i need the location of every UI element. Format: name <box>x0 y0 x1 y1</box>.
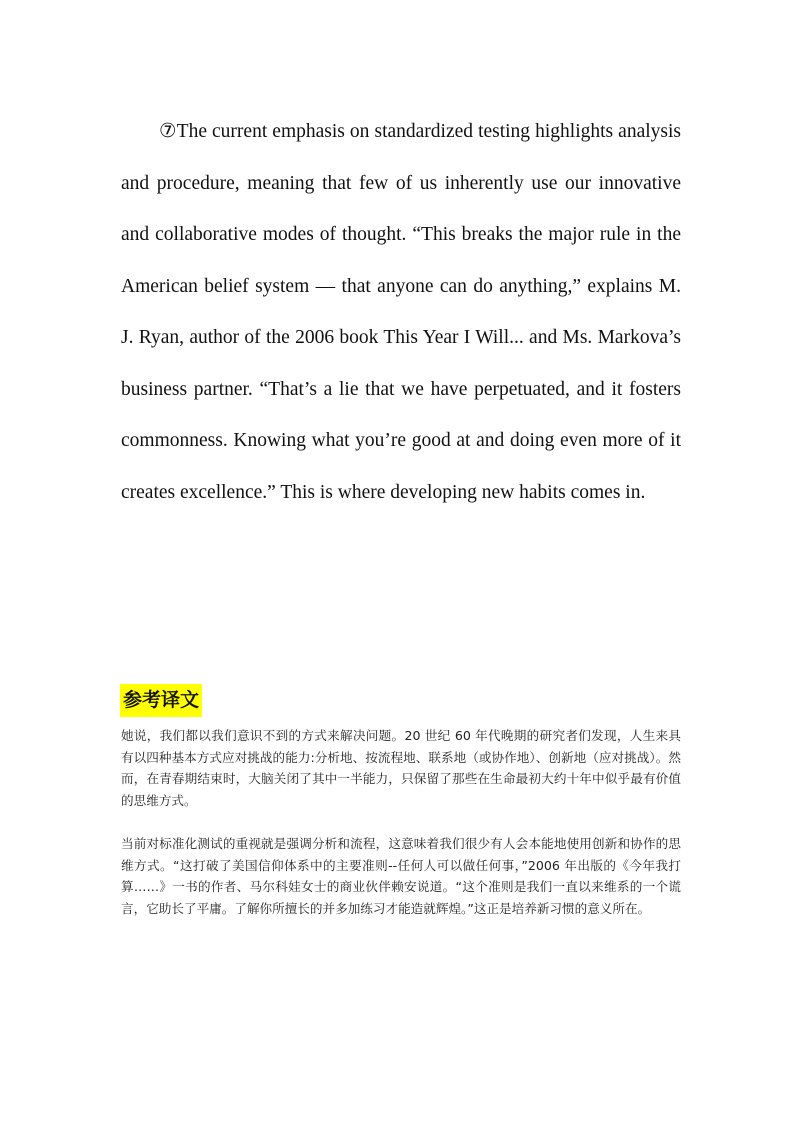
translation-paragraph-1: 她说，我们都以我们意识不到的方式来解决问题。20 世纪 60 年代晚期的研究者们发现，人生来具有以四种基本方式应对挑战的能力:分析地、按流程地、联系地（或协作地）、创新地（应对挑战）。然而，在青春期结束时，大脑关闭了其中一半能力，只保留了那些在生命最初大约十年中似乎最有价值的思维方式。 <box>121 728 681 808</box>
translation-heading: 参考译文 <box>120 684 202 717</box>
translation-paragraph-2: 当前对标准化测试的重视就是强调分析和流程，这意味着我们很少有人会本能地使用创新和协作的思维方式。“这打破了美国信仰体系中的主要准则--任何人可以做任何事，”2006 年出版的《今年我打算……》一书的作者、马尔科娃女士的商业伙伴赖安说道。“这个准则是我们一直以来维系的一个谎言，它助长了平庸。了解你所擅长的并多加练习才能造就辉煌。”这正是培养新习惯的意义所在。 <box>121 836 681 916</box>
english-paragraph: ⑦The current emphasis on standardized testing highlights analysis and procedure, meaning that few of us inherently use our innovative and collaborative modes of thought. “This breaks the major rule in the American belief system — that anyone can do anything,” explains M. J. Ryan, author of the 2006 book This Year I Will... and Ms. Markova’s business partner. “That’s a lie that we have perpetuated, and it fosters commonness. Knowing what you’re good at and doing even more of it creates excellence.” This is where developing new habits comes in. <box>121 121 681 503</box>
